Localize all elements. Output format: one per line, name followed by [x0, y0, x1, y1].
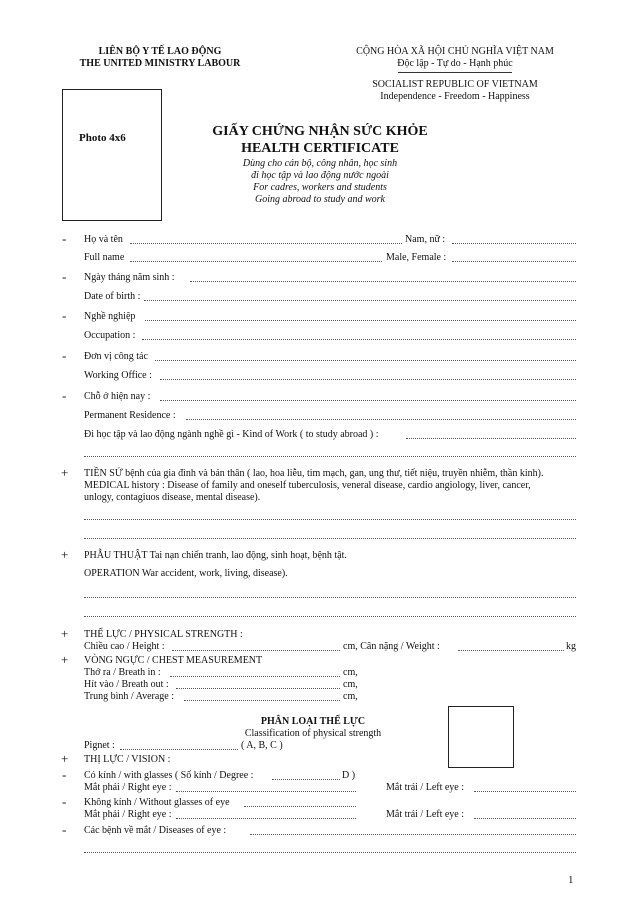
office-label-vn: Đơn vị công tác: [84, 351, 148, 362]
bullet-plus: +: [61, 465, 69, 480]
bullet-plus: +: [61, 626, 69, 641]
bullet-dash: -: [62, 308, 67, 323]
kind-line[interactable]: [406, 438, 576, 439]
gender-label-en: Male, Female :: [386, 252, 447, 263]
office-label-en: Working Office :: [84, 370, 152, 381]
bullet-plus: +: [61, 751, 69, 766]
vision-head: THỊ LỰC / VISION :: [84, 754, 171, 765]
right-eye-label-2: Mắt phải / Right eye :: [84, 809, 172, 820]
kind-line-2[interactable]: [84, 456, 576, 457]
subtitle-4: Going abroad to study and work: [255, 194, 385, 205]
left-eye-line-2[interactable]: [474, 818, 576, 819]
addr-label-vn: Chỗ ở hiện nay :: [84, 391, 151, 402]
physical-head: THỂ LỰC / PHYSICAL STRENGTH :: [84, 629, 243, 640]
history-line-2[interactable]: [84, 538, 576, 539]
breath-in-label: Thở ra / Breath in :: [84, 667, 161, 678]
subtitle-3: For cadres, workers and students: [253, 182, 387, 193]
title-en: HEALTH CERTIFICATE: [241, 141, 399, 156]
classify-vn: PHÂN LOẠI THỂ LỰC: [260, 716, 366, 727]
left-eye-label: Mắt trái / Left eye :: [386, 782, 465, 793]
job-label-en: Occupation :: [84, 330, 136, 341]
breath-out-line[interactable]: [176, 688, 340, 689]
title-vn: GIẤY CHỨNG NHẬN SỨC KHỎE: [212, 124, 428, 139]
bullet-dash: -: [62, 767, 67, 782]
motto-underline: [398, 72, 512, 73]
dob-line[interactable]: [190, 281, 576, 282]
addr-label-en: Permanent Residence :: [84, 410, 176, 421]
eye-diseases-line[interactable]: [250, 834, 576, 835]
history-en: MEDICAL history : Disease of family and oneself tuberculosis, veneral disease, cardio angiology, liver, cancer,: [84, 480, 531, 491]
right-eye-label: Mắt phải / Right eye :: [84, 782, 172, 793]
surgery-line-1[interactable]: [84, 597, 576, 598]
dob-label-vn: Ngày tháng năm sinh :: [84, 272, 175, 283]
occupation-line[interactable]: [142, 339, 576, 340]
gender-label-vn: Nam, nữ :: [405, 234, 446, 245]
dob-label-en: Date of birth :: [84, 291, 141, 302]
country-name-vn: CỘNG HÒA XÃ HỘI CHỦ NGHĨA VIỆT NAM: [356, 46, 554, 57]
height-line[interactable]: [172, 650, 340, 651]
height-label: Chiều cao / Height :: [84, 641, 165, 652]
fullname-line[interactable]: [130, 261, 382, 262]
history-vn: TIỀN SỬ bệnh của gia đình và bản thân ( lao, hoa liễu, tim mạch, gan, ung thư, tiết niệu, truyền nhiễm, thần kinh).: [84, 468, 544, 479]
name-line[interactable]: [130, 243, 402, 244]
eye-diseases-label: Các bệnh về mắt / Diseases of eye :: [84, 825, 227, 836]
bullet-dash: -: [62, 794, 67, 809]
office-line[interactable]: [155, 360, 576, 361]
surgery-vn: PHẪU THUẬT Tai nạn chiến tranh, lao động, sinh hoạt, bệnh tật.: [84, 550, 347, 561]
left-eye-label-2: Mắt trái / Left eye :: [386, 809, 465, 820]
cm-unit: cm,: [343, 691, 358, 702]
residence-line[interactable]: [186, 419, 576, 420]
bullet-dash: -: [62, 269, 67, 284]
cm-unit: cm,: [343, 667, 358, 678]
left-eye-line[interactable]: [474, 791, 576, 792]
noglasses-line[interactable]: [244, 806, 356, 807]
cm-unit: cm,: [343, 679, 358, 690]
bullet-plus: +: [61, 547, 69, 562]
weight-label: cm, Cân nặng / Weight :: [343, 641, 440, 652]
breath-in-line[interactable]: [170, 676, 340, 677]
male-female-line[interactable]: [452, 261, 576, 262]
job-line[interactable]: [145, 320, 576, 321]
photo-box: [62, 89, 162, 221]
pignet-label: Pignet :: [84, 740, 115, 751]
gender-line[interactable]: [452, 243, 576, 244]
noglasses-label: Không kính / Without glasses of eye: [84, 797, 230, 808]
history-en-cont: unlogy, contagiuos disease, mental disease).: [84, 492, 261, 503]
bullet-dash: -: [62, 231, 67, 246]
bullet-dash: -: [62, 388, 67, 403]
right-eye-line-2[interactable]: [176, 818, 356, 819]
classify-en: Classification of physical strength: [244, 728, 382, 739]
bullet-dash: -: [62, 348, 67, 363]
name-label-vn: Họ và tên: [84, 234, 123, 245]
surgery-line-2[interactable]: [84, 616, 576, 617]
glasses-degree-line[interactable]: [272, 779, 340, 780]
motto-en: Independence - Freedom - Happiness: [380, 91, 530, 102]
subtitle-1: Dùng cho cán bộ, công nhân, học sinh: [242, 158, 398, 169]
glasses-d: D ): [342, 770, 356, 781]
kind-label: Đi học tập và lao động ngành nghề gì - Kind of Work ( to study abroad ) :: [84, 429, 379, 440]
surgery-en: OPERATION War accident, work, living, disease).: [84, 568, 288, 579]
bullet-dash: -: [62, 822, 67, 837]
breath-out-label: Hít vào / Breath out :: [84, 679, 169, 690]
pignet-line[interactable]: [120, 749, 238, 750]
average-line[interactable]: [184, 700, 340, 701]
average-label: Trung bình / Average :: [84, 691, 174, 702]
subtitle-2: đi học tập và lao động nước ngoài: [251, 170, 389, 181]
classification-box[interactable]: [448, 706, 514, 768]
right-eye-line[interactable]: [176, 791, 356, 792]
motto-vn: Độc lập - Tự do - Hạnh phúc: [397, 58, 513, 69]
working-office-line[interactable]: [160, 379, 576, 380]
pignet-abc: ( A, B, C ): [241, 740, 283, 751]
history-line-1[interactable]: [84, 519, 576, 520]
chest-head: VÒNG NGỰC / CHEST MEASUREMENT: [84, 655, 263, 666]
eye-diseases-line-2[interactable]: [84, 852, 576, 853]
country-name-en: SOCIALIST REPUBLIC OF VIETNAM: [372, 79, 538, 90]
weight-line[interactable]: [458, 650, 564, 651]
job-label-vn: Nghề nghiệp: [84, 311, 136, 322]
page-number: 1: [568, 874, 574, 886]
name-label-en: Full name: [84, 252, 125, 263]
bullet-plus: +: [61, 652, 69, 667]
addr-line[interactable]: [160, 400, 576, 401]
kg-unit: kg: [566, 641, 576, 652]
glasses-label: Có kính / with glasses ( Số kính / Degree :: [84, 770, 254, 781]
ministry-name-en: THE UNITED MINISTRY LABOUR: [79, 58, 241, 69]
ministry-name-vn: LIÊN BỘ Y TẾ LAO ĐỘNG: [98, 46, 222, 57]
dob-en-line[interactable]: [144, 300, 576, 301]
photo-label: Photo 4x6: [79, 132, 126, 144]
